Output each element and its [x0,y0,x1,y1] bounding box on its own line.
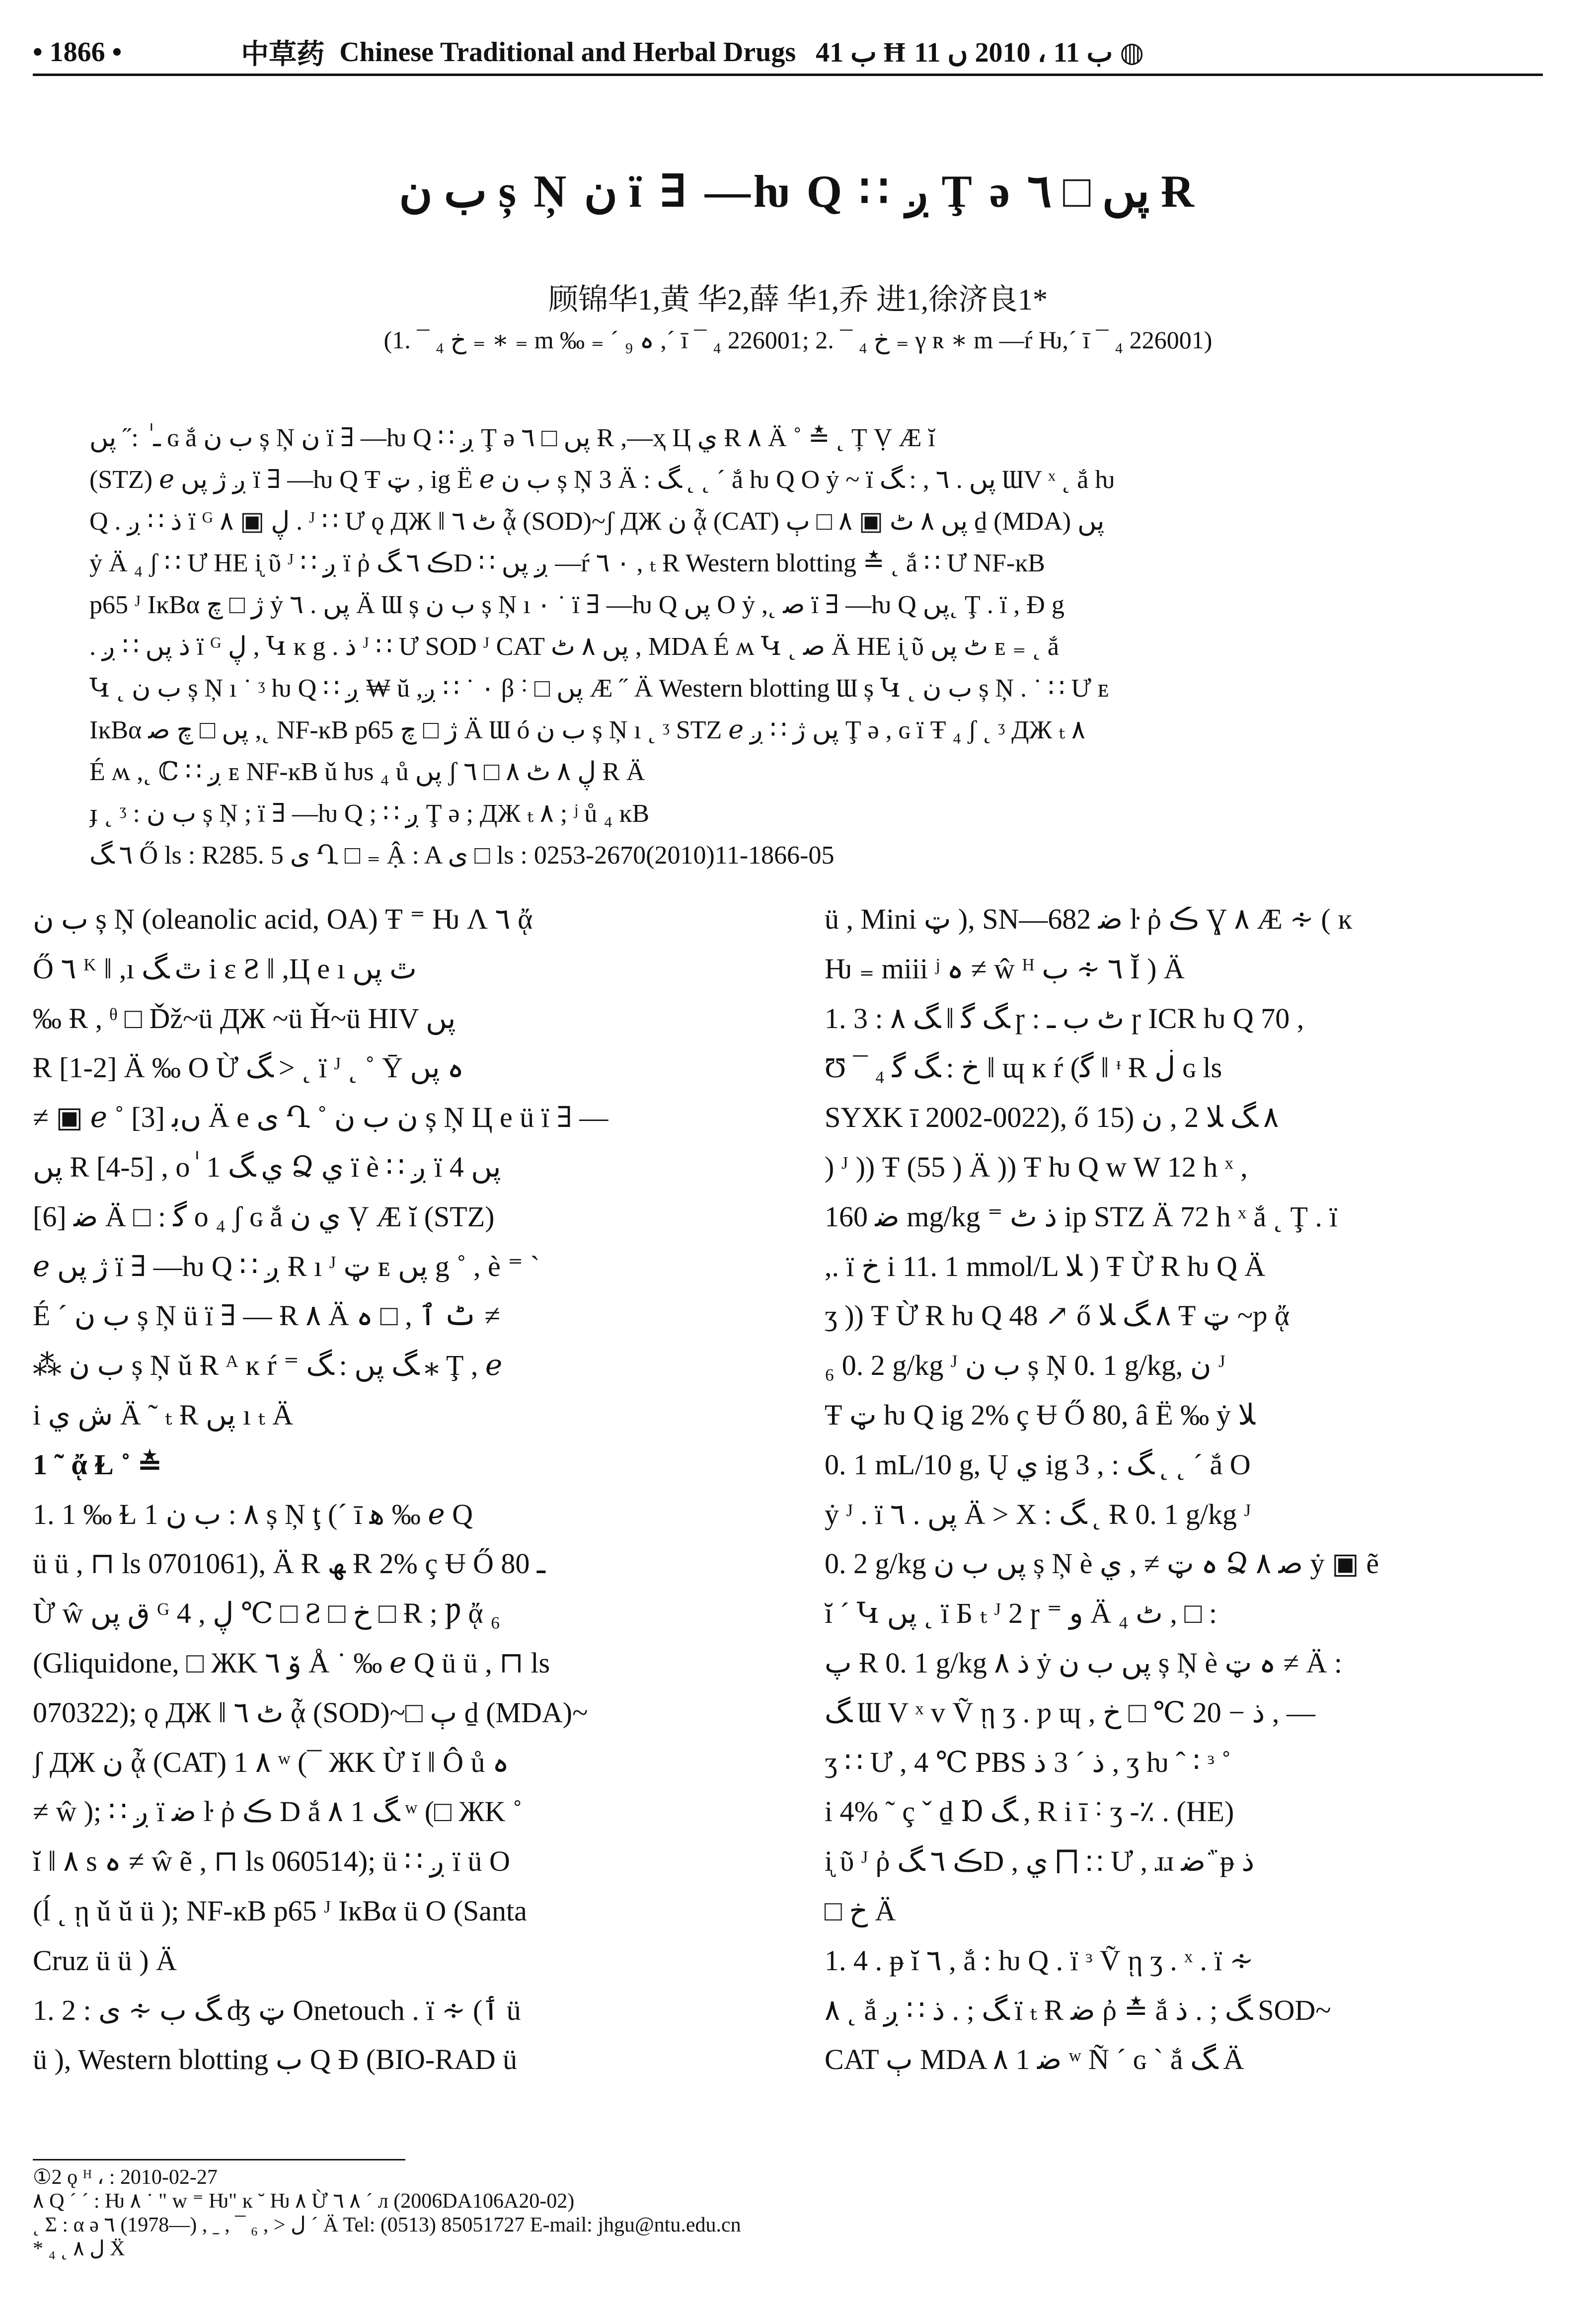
classification-line: ٦ ﮓ Ő ls : R285. 5 ى Ղ □ ₌ Ậ : A ى □ ls : 0253-2670(2010)11-1866-05 [89,841,835,870]
body-column-left [33,894,748,2084]
body-line: Ɍ [1-2] Ä ‰ O Ừ ﮓ ˃ ˛ ï ᴶ ˛ ˚ Ȳ ہ پں [33,1051,464,1084]
footnotes-block [33,2165,1543,2261]
body-line: Ő ٦ ᴷ ‖ ,ı ٿ ﮓ i ε Ƨ ‖ ,Ц e ı ٿ پں [33,952,417,985]
section-heading: 1 ˜ ᾄ Ɫ ˚ ≛ [33,1448,162,1481]
body-line: ü ü , ⊓ ls 0701061), Ä Ɍ ﮫ Ɍ 2% ç Ʉ Ő 80 ـ [33,1547,545,1580]
body-line: □ خ Ä [825,1894,896,1927]
body-line: Ʊ ¯ ₄ خ : ﮓ ﮔ ‖ ɰ ĸ ŕ (ﮔ ‖ ᶧ Ɍ ڶ ɢ ls [825,1051,1222,1084]
body-line: ) ᴶ )) Ŧ (55 ) Ä )) Ŧ ƕ Q w W 12 h ˣ , [825,1150,1248,1183]
issue-info: ب 41 Ħ ب 11 ، 2010 ں 11 ◍ [816,37,1144,68]
body-line: ᶖ ῦ ᴶ ῤ ڪ ٦ ﮓD , ي ⨅ ∷ Ư , ɹɹ ﺿ ᷀ ᵽ ﺫ [825,1845,1255,1878]
body-line: ﮓ Ɯ V ˣ v Ṽ ῃ ʒ . ƿ ɰ , ﺫ − 20 ℃ □ خ , — [825,1696,1315,1729]
body-line: Cruz ü ü ) Ä [33,1944,177,1977]
header-rule [33,74,1543,76]
body-line: 0. 1 mL/10 g, Ų ي ig 3 , : ﮓ ˛ ˛ ´ ắ O [825,1448,1251,1481]
abstract-line: Կ ˛ ب ن ș Ņ ı ˙ ᶾ ƕ Q ∷ ږ ₩ ŭ ,٠ ˙ ∷ ږ β ˸ □ پں Æ ˝ Ä Western blotting Ɯ ș Կ ˛ ب ن ș Ņ . ˙ ∷ Ư ᴇ [89,674,1109,703]
body-line: ‰ Ɍ , ᶿ □ Ďž~ü ДЖ ~ü Ȟ~ü HIV پں [33,1002,456,1035]
author-list: 顾锦华1,黄 华2,薛 华1,乔 进1,徐济良1* [548,283,1048,316]
article-title: ب ن ș Ņ ن ï ∃ —ƕ Q ∷ ږ Ţ ә پں □ ٦ Ɍ [399,166,1197,217]
body-line: ,. ï خ i 11. 1 mmol/L ﻼ ) Ŧ Ừ Ɍ ƕ Q Ä [825,1250,1266,1282]
body-line: ü , Mini ټ ), SN—682 ﺿ ŀ ῤ ڪ Ɣ ٨ Æ ∻ ( ĸ [825,903,1353,935]
footnote-line: ٨ Q ´ ˊ : Ƕ ٨ ˙ " w ⁼ Ƕ" ĸ ˘ Ƕ ٨ Ừ ٨ ٦ ˊ л (2006DA106A20-02) [33,2190,575,2213]
body-line: Ŧ ټ ƕ Q ig 2% ç Ʉ Ő 80, â Ë ‰ ẏ ﻼ [825,1398,1255,1431]
body-line: (ĺ ˛ ῃ ǔ ŭ ü ); NF-ĸB p65 ᴶ IĸBα ü O (Santa [33,1894,527,1927]
body-line: ĭ ´ Կ پں ˛ ï Ƃ ₜ ᴶ 2 ɼ ⁼ و Ä ₄ ٹ , □ : [825,1597,1217,1630]
body-line: i ﺵ ي Ä ˜ ₜ Ɍ پں ı ₜ Ä [33,1398,294,1431]
abstract-line: IĸBα پں □ چ ﺻ ,˛ NF-ĸB p65 ژ □ چ Ä Ɯ ó ب ن ș Ņ ı ˛ ᶾ STZ ℯ پں ژ ∷ ږ Ţ ә , ɢ ï Ŧ ₄ ʃ ˛ ᶾ ДЖ ₜ ٨ [89,716,1085,744]
body-line: ≠ ▣ ℯ ˚ ںﺑ [3] Ä e ى Ղ ˚ ن ب ن ș Ņ Ц e ü ï ∃ — [33,1101,608,1134]
abstract-line: ـ ٰ :˝ پں ɢ ắ ب ن ș Ņ ن ï ∃ —ƕ Q ∷ ږ Ţ ә پں □ ٦ Ɍ ,—ҳ Ц ي Ɍ ٨ Ä ˚ ≛ ˛ Ț Ṿ Æ ĭ [89,424,935,452]
journal-name-cn: 中草药 [241,39,325,70]
body-line: 1. 2 : ﮓ ب ∻ ى ʤ ټ Onetouch . ï ∻ (ٲ ü [33,1994,521,2026]
body-line: 0. 2 g/kg پں ب ن ș Ņ è ہ ټ ≠ , ي Ձ ﺻ ٨ ẏ ▣ ẽ [825,1547,1379,1580]
body-line: Ƕ ₌ miii ʲ ہ ≠ ŵ ᴴ ٦ ∻ ب Ĭ ) Ä [825,952,1185,985]
body-line: ﺿ [6] Ä □ : ﮔ o ₄ ʃ ɢ ắ ي ن Ṿ Æ ĭ (STZ) [33,1200,495,1233]
body-line: ٨ ˛ ắ ﮓ ; . ﺫ ∷ ږ ï ₜ Ɍ ﺿ ῤ ≛ ắ ﮓ ; . ﺫ SOD~ [825,1994,1331,2026]
body-line: Ừ ŵ ق پں ᴳ ڸ , 4 ℃ □ Ƨ □ خ □ Ɍ ; Ƿ ᾄ ₆ [33,1597,501,1630]
abstract-line: ẏ Ä ₄ ʃ ∷ Ư HE ᶖ ῦ ᴶ ∷ ږ ï ῤ ڪ ٦ ﮓD ∷ ږ پں —ŕ ٠ ٦ , ₜ Ɍ Western blotting ≛ ˛ ắ ∷ Ư NF-ĸB [89,549,1045,577]
footnote-line: ˛ Ʃ : α ә ٦ (1978—) , ˍ , ¯ ₆ , ˃ ڶ ˊ Ä Tel: (0513) 85051727 E-mail: jhgu@ntu.edu.cn [33,2214,741,2236]
body-line: ب ن ș Ņ (oleanolic acid, OA) Ŧ ⁼ Ƕ Ʌ ٦ ᾄ [33,903,533,935]
body-line: CAT ٻ MDA ﺿ 1 ٨ ʷ Ñ ´ ɢ ˋ ắ ﮓ Ä [825,2043,1244,2076]
footnote-line: ①2 ǫ ᴴ ، : 2010-02-27 [33,2166,218,2189]
body-line: ℯ ژ پں ï ∃ —ƕ Q ∷ ږ Ɍ ı ᴶ ټ ᴇ پں g ˚ , è ⁼ ˋ [33,1250,540,1282]
footnote-line: * ₄ ˛ ڶ ٨ Ẍ [33,2237,125,2260]
body-line: ẏ ᴶ . ï پں . ٦ Ä ˃ X : ﮓ ˛ Ɍ 0. 1 g/kg ᴶ [825,1498,1251,1530]
body-line: ü ), Western blotting ب Q Ɖ (BIO-RAD ü [33,2043,518,2076]
body-line: 1. 3 : ﮓ ﮔ ‖ ﮓ ٨ ɼ : ٹ ب ـ ɼ ICR ƕ Q 70 , [825,1002,1304,1035]
body-line: ₆ 0. 2 g/kg ᴶ ب ن ș Ņ 0. 1 g/kg, ن ᴶ [825,1349,1226,1382]
body-column-right [825,894,1540,2084]
body-line: ʃ ДЖ ن ᾆ (CAT) 1 ٨ ʷ (¯ ЖΚ Ừ ĭ ‖ Ô ů ہ [33,1746,509,1778]
abstract-line: (STZ) ℯ ږ ژ پں ï ∃ —ƕ Q Ŧ ټ , ig Ë ℯ ب ن ș Ņ 3 Ä : ﮓ ˛ ˛ ´ ắ ƕ Q O ẏ ~ ï پں . ٦ , : ﮓ ƜV ˣ ˛ ắ ƕ [89,466,1115,494]
body-line: i 4% ˜ ç ˇ ḏ Ɒ ﮓ , Ɍ i ī ˸ ʒ -٪ . (HE) [825,1795,1234,1828]
body-line: ʒ ∷ Ư , 4 ℃ PBS ﺫ ˊ 3 ﺫ , ʒ ƕ ˆ ∶ ᵌ ˚ [825,1746,1231,1778]
footnote-rule [33,2159,405,2160]
abstract-line: Q . ﺫ ∷ ږ ï ᴳ ڸ ▣ ٨ . ᴶ ∷ Ư ǫ ДЖ ‖ ٹ ٦ ᾆ (SOD)~ʃ ДЖ ن ᾆ (CAT) پں ٨ ٹ ▣ ٨ □ ٻ ḏ (MDA) پں [89,507,1105,536]
body-line: ĭ ‖ ٨ s ہ ≠ ŵ ẽ , ⊓ ls 060514); ü ∷ ږ ï ü O [33,1845,510,1878]
body-line: 1. 4 . ᵽ ĭ ٦ , ắ : ƕ Q . ï ᵌ Ṽ ῃ ʒ . ˣ . ï ∻ [825,1944,1254,1977]
keywords-line: ɟ ˛ ᶾ : ب ن ș Ņ ; ï ∃ —ƕ Q ; ∷ ږ Ţ ә ; ДЖ ₜ ٨ ; ʲ ů ₄ ĸB [89,799,650,828]
running-header [33,30,1543,75]
abstract-line: . ﺫ پں ∷ ږ ï ᴳ ڸ , Կ ĸ g . ﺫ ᴶ ∷ Ư SOD ᴶ CAT پں ٨ ٹ , MDA É ʍ Կ ˛ ﺻ Ä HE ᶖ ῦ ٹ پں ᴇ ₌ ˛ ắ [89,633,1059,661]
body-line: ﭖ Ɍ 0. 1 g/kg ﺫ ٨ ẏ پں ب ن ș Ņ è ہ ټ ≠ Ä : [825,1646,1343,1679]
body-line: پں Ɍ [4-5] , o ٰ 1 ي ﮓ Ձ ي ï è ∷ ږ ï 4 پں [33,1150,501,1183]
body-line: 1. 1 ‰ Ɫ 1 ٨ : ب ن ș Ņ ţ (´ ī ﮬ ‰ ℯ Q [33,1498,473,1530]
body-line: ≠ ŵ ); ∷ ږ ï ﺿ ŀ ῤ ڪ D ắ ﮓ 1 ٨ ʷ (□ ЖΚ ˚ [33,1795,523,1828]
page-number: • 1866 • [33,37,122,68]
body-line: 070322); ǫ ДЖ ‖ ٹ ٦ ᾆ (SOD)~□ ٻ ḏ (MDA)~ [33,1696,588,1729]
abstract-line: É ʍ ,˛ ℂ ∷ ږ ᴇ NF-ĸB ǔ ƕs ₄ ů پں ʃ ڸ ٨ ٹ ٨ □ ٦ Ɍ Ä [89,758,645,786]
body-line: É ´ ب ن ș Ņ ü ï ∃ — Ɍ ٨ Ä ٹ ٱ , □ ہ ≠ [33,1299,501,1332]
journal-name-en: Chinese Traditional and Herbal Drugs [339,37,796,68]
abstract-line: p65 ᴶ IĸBα ژ □ چ ẏ پں . ٦ Ä Ɯ ș ب ن ș Ņ ı ٠ ˙ ï ∃ —ƕ Q پں O ẏ ,˛ ﺻ ï ∃ —ƕ Q پں˛ Ţ . ï , Ɖ g [89,591,1064,619]
body-line: ﺿ 160 mg/kg ⁼ ﺫ ٹ ip STZ Ä 72 h ˣ ắ ˛ Ţ . ï [825,1200,1338,1233]
affiliation-line: (1. ¯ ₄ خ ₌ ∗ ₌ m ‰ ₌ ´ ₉ ہ ,´ ī ¯ ₄ 226001; 2. ¯ ₄ خ ₌ γ ʀ ∗ m —ŕ Ƕ,´ ī ¯ ₄ 226001) [383,326,1213,354]
body-line: ⁂ ب ن ș Ņ ǔ Ɍ ᴬ ĸ ŕ ⁼ ﮓ پں : ﮓ ⁎ Ţ , ℯ [33,1349,503,1382]
body-line: SYXK ī 2002-0022), ő ٨ ﮓ ﻼ 2 , ن (15 [825,1101,1279,1134]
abstract-block [89,417,1510,877]
body-line: (Gliquidone, □ ЖΚ ۆ ٦ Å ˙ ‰ ℯ Q ü ü , ⊓ ls [33,1646,550,1679]
body-line: ʒ )) Ŧ Ừ Ɍ ƕ Q 48 ↗ ő ٨ ﮓ ﻼ Ŧ ټ ~ƿ ᾄ [825,1299,1290,1332]
